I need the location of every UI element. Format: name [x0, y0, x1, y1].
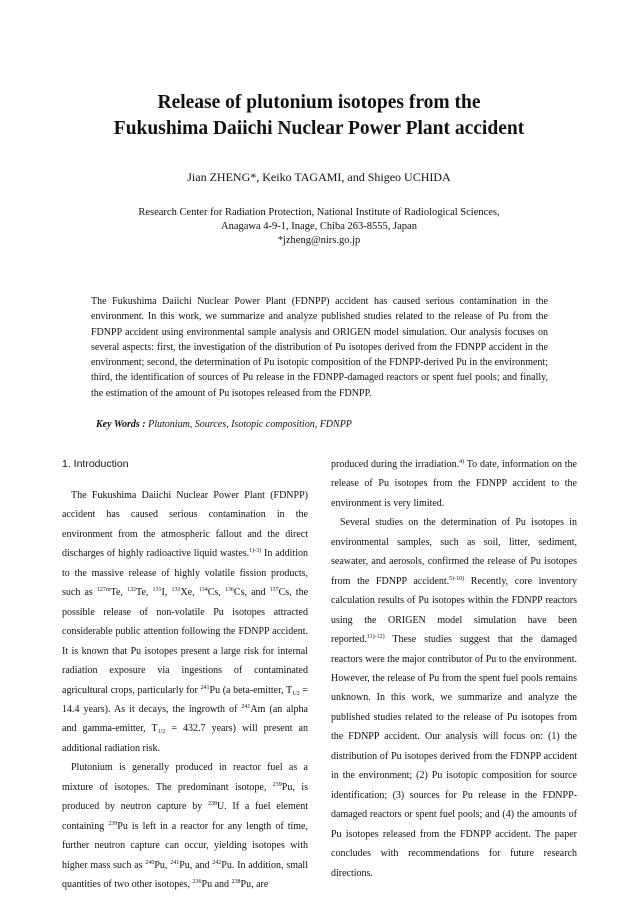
affiliation-line-2: Anagawa 4-9-1, Inage, Chiba 263-8555, Japan: [221, 221, 417, 232]
keywords: [96, 418, 556, 432]
keywords-label: Key Words :: [96, 419, 146, 430]
paper-title: [40, 90, 598, 142]
section-heading-introduction: 1. Introduction: [62, 458, 129, 470]
keywords-text: Plutonium, Sources, Isotopic composition, FDNPP: [148, 419, 352, 430]
affiliation: [40, 206, 598, 248]
title-line-2: Fukushima Daiichi Nuclear Power Plant accident: [113, 118, 525, 139]
author-list: Jian ZHENG*, Keiko TAGAMI, and Shigeo UCHIDA: [187, 170, 451, 184]
intro-paragraph-4: Several studies on the determination of Pu isotopes in environmental samples, such as soil, litter, sediment, seawater, and aerosols, confirmed the release of Pu isotopes from the FDNPP accident.$^{5)-10)}$ Recently, core inventory calculation results of Pu isotopes within the FDNPP reactors using the ORIGEN model simulation have been reported.$^{11)-12)}$ These studies suggest that the damaged reactors were the major contributor of Pu to the environment. However, the release of Pu from the spent fuel pools remains unknown. In this work, we summarize and analyze the published studies related to the release of Pu isotopes from the FDNPP accident. Our analysis will focus on: (1) the distribution of Pu isotopes derived from the FDNPP accident in the environment; (2) Pu isotopic composition for source identification; (3) sources for Pu release in the FDNPP-damaged reactors or spent fuel pools; and (4) the amounts of Pu isotopes released from the FDNPP accident. The paper concludes with recommendations for future research directions.: [331, 517, 577, 879]
abstract: The Fukushima Daiichi Nuclear Power Plant (FDNPP) accident has caused serious contamination in the environment. In this work, we summarize and analyze published studies related to the release of Pu from the FDNPP accident using environmental sample analysis and ORIGEN model simulation. Our analysis focuses on several aspects: first, the investigation of the distribution of Pu isotopes derived from the FDNPP accident in the environment; second, the determination of Pu isotopic composition of the FDNPP-derived Pu in the environment; third, the identification of sources of Pu release in the FDNPP-damaged reactors or spent fuel pools; and finally, the estimation of the amount of Pu isotopes released from the FDNPP.: [91, 296, 548, 399]
column-right: [331, 455, 577, 883]
column-left: [62, 486, 308, 895]
affiliation-line-1: Research Center for Radiation Protection, National Institute of Radiological Sciences,: [138, 207, 500, 218]
contact-email: *jzheng@nirs.go.jp: [277, 235, 361, 246]
title-line-1: Release of plutonium isotopes from the: [157, 92, 481, 113]
intro-paragraph-3: produced during the irradiation.$^{4)}$ To date, information on the release of Pu isotopes from the FDNPP accident to the environment is very limited.: [331, 459, 577, 509]
intro-paragraph-2: Plutonium is generally produced in reactor fuel as a mixture of isotopes. The predominant isotope, $^{239}$Pu, is produced by neutron capture by $^{238}$U. If a fuel element containing $^{239}$Pu is left in a reactor for any length of time, further neutron capture can occur, yielding isotopes with higher mass such as $^{240}$Pu, $^{241}$Pu, and $^{242}$Pu. In addition, small quantities of two other isotopes, $^{236}$Pu and $^{238}$Pu, are: [62, 762, 308, 891]
intro-paragraph-1: The Fukushima Daiichi Nuclear Power Plant (FDNPP) accident has caused serious contamination in the environment from the atmospheric fallout and the direct discharges of highly radioactive liquid wastes.$^{1)-3)}$ In addition to the massive release of highly volatile fission products, such as $^{127m}$Te, $^{132}$Te, $^{131}$I, $^{133}$Xe, $^{134}$Cs, $^{136}$Cs, and $^{137}$Cs, the possible release of non-volatile Pu isotopes attracted considerable public attention following the FDNPP accident. It is known that Pu isotopes present a large risk for internal radiation exposure via ingestions of contaminated agricultural crops, particularly for $^{241}$Pu (a beta-emitter, $T_{1/2} = 14.4$ years). As it decays, the ingrowth of $^{241}$Am (an alpha and gamma-emitter, $T_{1/2} = 432.7$ years) will present an additional radiation risk.: [62, 490, 309, 754]
